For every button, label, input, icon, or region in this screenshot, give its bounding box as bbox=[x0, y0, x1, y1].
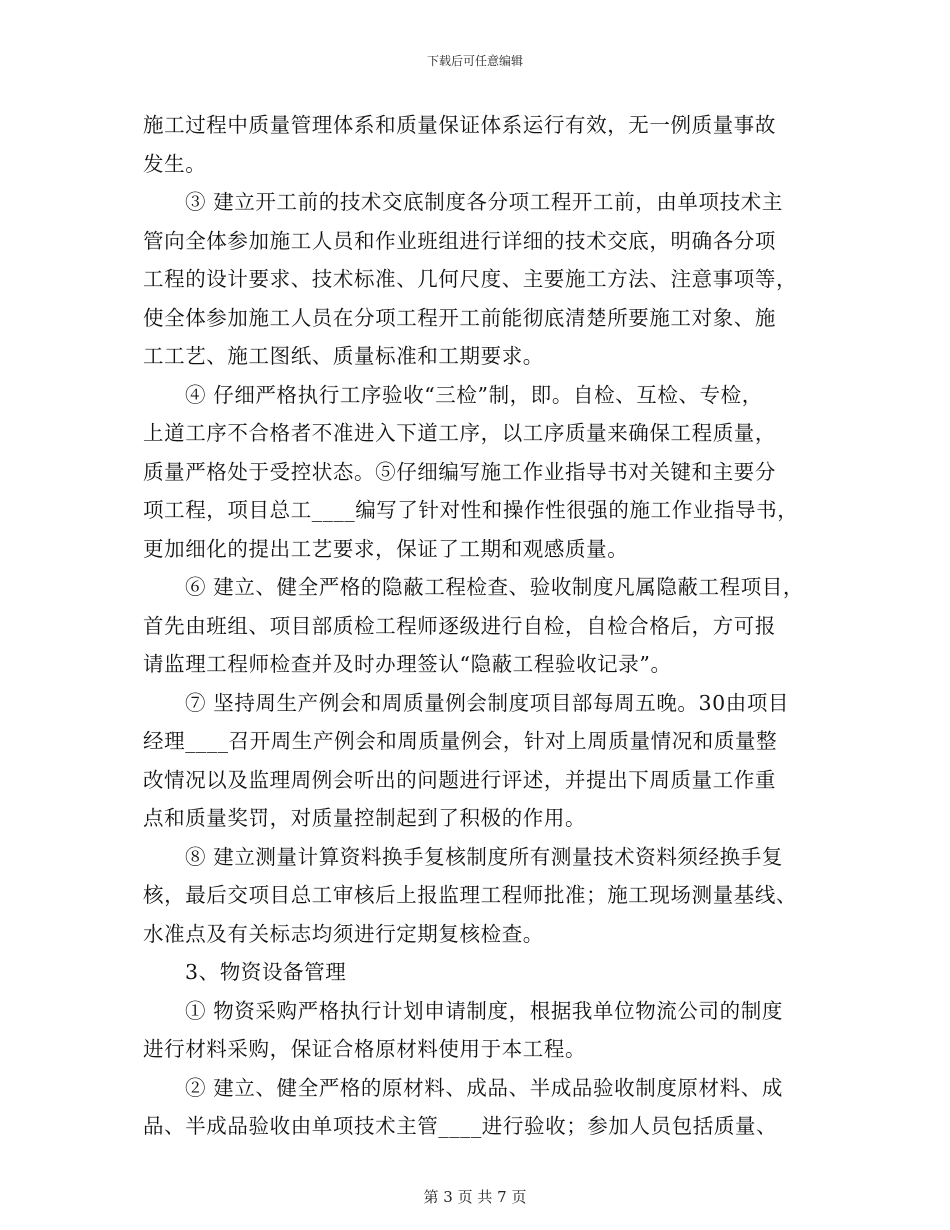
text-line: 使全体参加施工人员在分项工程开工前能彻底清楚所要施工对象、施 bbox=[143, 305, 776, 330]
text-line: 项工程，项目总工____编写了针对性和操作性很强的施工作业指导书， bbox=[143, 498, 799, 522]
text-line: 上道工序不合格者不准进入下道工序，以工序质量来确保工程质量， bbox=[143, 421, 776, 445]
text-line: 首先由班组、项目部质检工程师逐级进行自检，自检合格后，方可报 bbox=[143, 613, 776, 638]
text-line: 工程的设计要求、技术标准、几何尺度、主要施工方法、注意事项等， bbox=[143, 267, 798, 291]
text-line: 质量严格处于受控状态。⑤仔细编写施工作业指导书对关键和主要分 bbox=[143, 459, 776, 484]
text-line: 请监理工程师检查并及时办理签认“隐蔽工程验收记录”。 bbox=[143, 652, 672, 676]
text-line: 施工过程中质量管理体系和质量保证体系运行有效，无一例质量事故 bbox=[143, 113, 776, 137]
text-line: 改情况以及监理周例会听出的问题进行评述，并提出下周质量工作重 bbox=[143, 767, 776, 792]
text-line: 水准点及有关标志均须进行定期复核检查。 bbox=[143, 921, 544, 946]
text-line: 发生。 bbox=[143, 151, 207, 176]
text-line: ② 建立、健全严格的原材料、成品、半成品验收制度原材料、成 bbox=[185, 1075, 783, 1100]
document-body bbox=[143, 106, 815, 1146]
text-line: 管向全体参加施工人员和作业班组进行详细的技术交底，明确各分项 bbox=[143, 228, 776, 253]
text-line: ⑧ 建立测量计算资料换手复核制度所有测量技术资料须经换手复 bbox=[185, 844, 783, 869]
text-line: ⑦ 坚持周生产例会和周质量例会制度项目部每周五晚。30由项目 bbox=[185, 690, 790, 715]
text-line: ④ 仔细严格执行工序验收“三检”制，即。自检、互检、专检， bbox=[185, 382, 763, 407]
text-line: 工工艺、施工图纸、质量标准和工期要求。 bbox=[143, 344, 544, 368]
section-heading: 3、物资设备管理 bbox=[185, 960, 347, 984]
text-line: 更加细化的提出工艺要求，保证了工期和观感质量。 bbox=[143, 536, 629, 561]
text-line: 进行材料采购，保证合格原材料使用于本工程。 bbox=[143, 1037, 587, 1061]
text-line: 核，最后交项目总工审核后上报监理工程师批准；施工现场测量基线、 bbox=[143, 883, 798, 907]
page-header: 下载后可任意编辑 bbox=[426, 54, 523, 68]
text-line: 经理____召开周生产例会和周质量例会，针对上周质量情况和质量整 bbox=[143, 729, 778, 753]
page-number: 第 3 页 共 7 页 bbox=[423, 1188, 527, 1206]
text-line: 点和质量奖罚，对质量控制起到了积极的作用。 bbox=[143, 806, 587, 830]
text-line: ① 物资采购严格执行计划申请制度，根据我单位物流公司的制度 bbox=[185, 998, 783, 1023]
text-line: 品、半成品验收由单项技术主管____进行验收；参加人员包括质量、 bbox=[143, 1114, 778, 1138]
text-line: ③ 建立开工前的技术交底制度各分项工程开工前，由单项技术主 bbox=[185, 190, 783, 214]
text-line: ⑥ 建立、健全严格的隐蔽工程检查、验收制度凡属隐蔽工程项目， bbox=[185, 575, 805, 599]
